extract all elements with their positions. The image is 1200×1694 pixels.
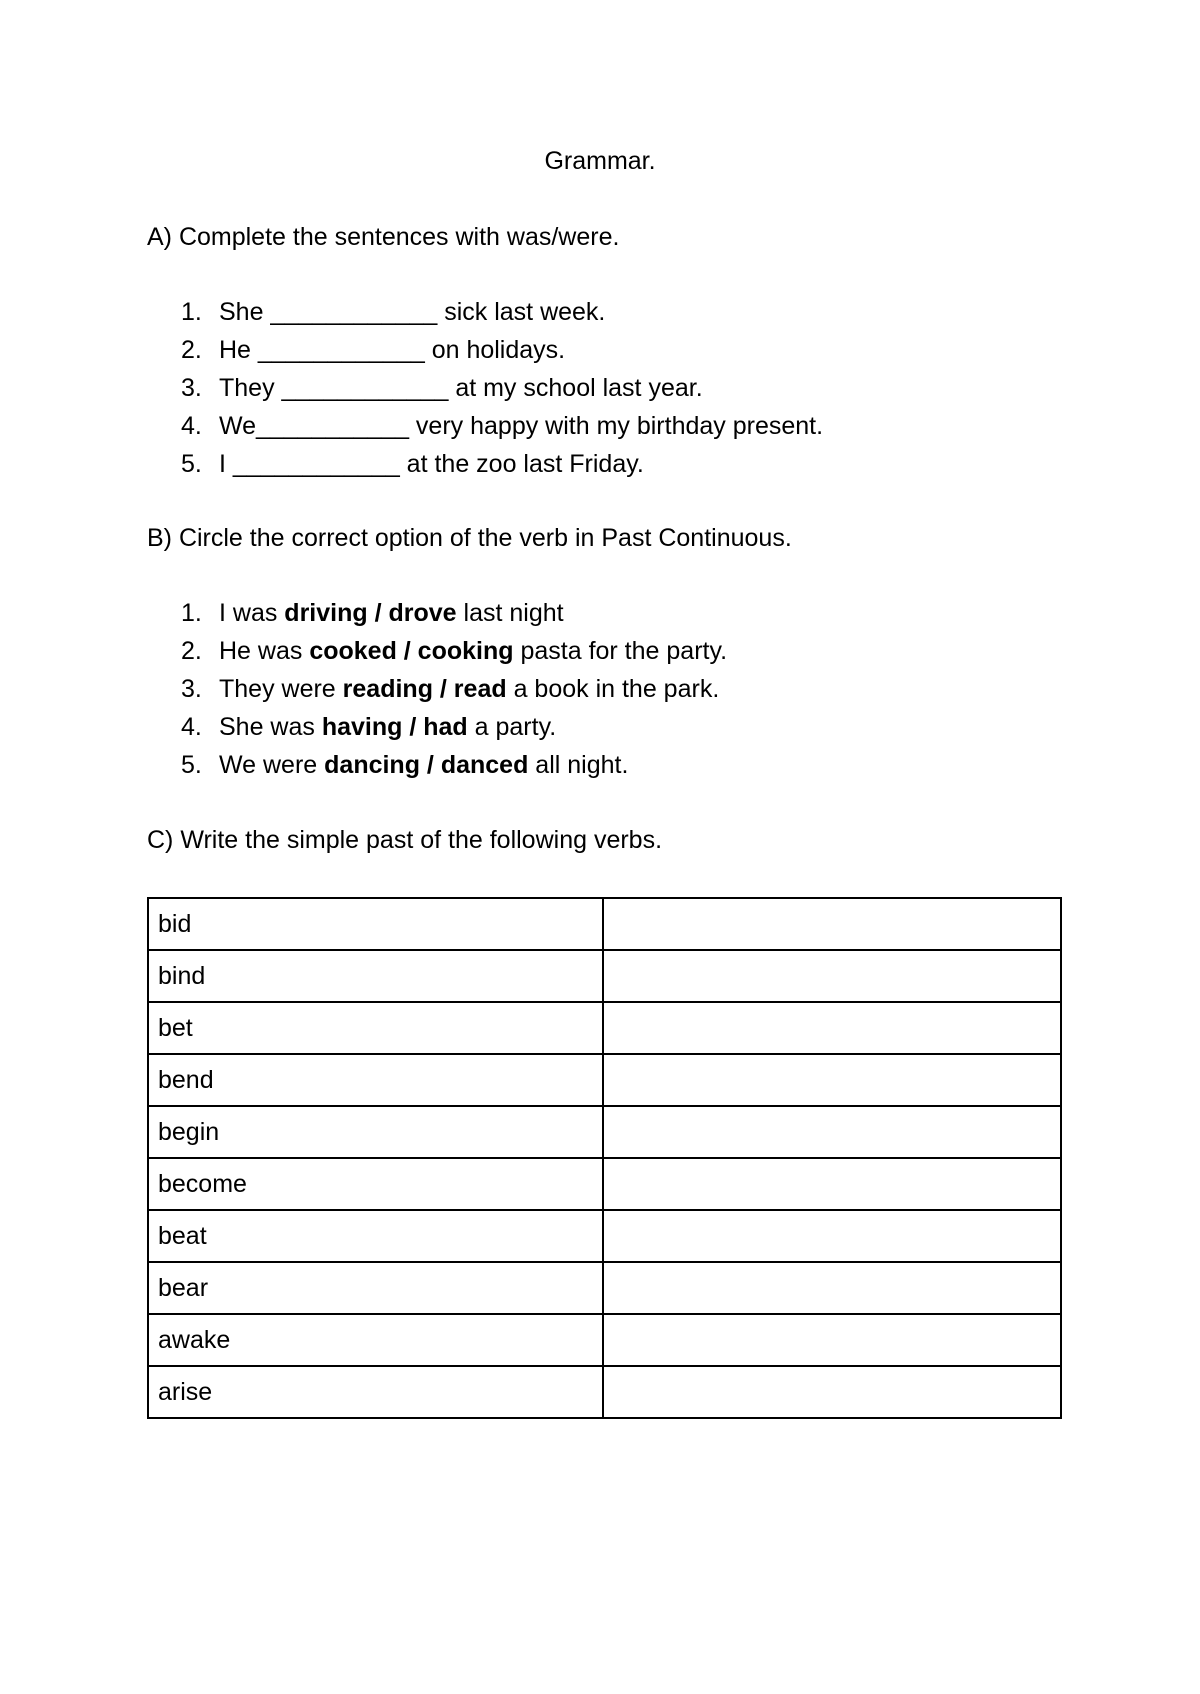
table-row (148, 1002, 1061, 1054)
table-row (148, 1158, 1061, 1210)
item-number: 2. (181, 336, 202, 364)
sentence-text: We___________ very happy with my birthday present. (219, 412, 824, 440)
answer-cell[interactable] (603, 1106, 1061, 1158)
section-c-heading: C) Write the simple past of the following verbs. (147, 826, 663, 854)
answer-cell[interactable] (603, 1314, 1061, 1366)
verb-options[interactable]: reading / read (342, 675, 507, 703)
list-item (181, 750, 727, 788)
sentence-end: all night. (528, 751, 629, 779)
item-number: 2. (181, 637, 202, 665)
answer-cell[interactable] (603, 1158, 1061, 1210)
answer-cell[interactable] (603, 1002, 1061, 1054)
sentence-start: She was (219, 713, 322, 741)
table-row (148, 1366, 1061, 1418)
sentence-end: a party. (467, 713, 557, 741)
verb-options[interactable]: cooked / cooking (309, 637, 514, 665)
item-number: 1. (181, 298, 202, 326)
verb-options[interactable]: dancing / danced (324, 751, 529, 779)
table-row (148, 898, 1061, 950)
list-item (181, 674, 727, 712)
sentence-start: I was (219, 599, 285, 627)
answer-cell[interactable] (603, 1262, 1061, 1314)
list-item (181, 373, 823, 411)
item-number: 5. (181, 450, 202, 478)
verb-cell: beat (148, 1210, 603, 1262)
verb-cell: begin (148, 1106, 603, 1158)
table-row (148, 1106, 1061, 1158)
verb-cell: become (148, 1158, 603, 1210)
list-item (181, 335, 823, 373)
sentence-end: pasta for the party. (513, 637, 728, 665)
item-number: 5. (181, 751, 202, 779)
sentence-text: He ____________ on holidays. (219, 336, 566, 364)
verb-options[interactable]: having / had (321, 713, 468, 741)
item-number: 3. (181, 675, 202, 703)
list-item (181, 598, 727, 636)
sentence-start: They were (219, 675, 343, 703)
table-row (148, 1210, 1061, 1262)
answer-cell[interactable] (603, 898, 1061, 950)
list-item (181, 297, 823, 335)
section-a-list (181, 297, 823, 487)
sentence-start: He was (219, 637, 310, 665)
table-row (148, 1262, 1061, 1314)
verb-cell: bet (148, 1002, 603, 1054)
section-b-list (181, 598, 727, 788)
answer-cell[interactable] (603, 1054, 1061, 1106)
sentence-end: last night (456, 599, 564, 627)
verb-cell: bend (148, 1054, 603, 1106)
item-number: 1. (181, 599, 202, 627)
sentence-text: I ____________ at the zoo last Friday. (219, 450, 644, 478)
sentence-end: a book in the park. (506, 675, 720, 703)
sentence-text: They ____________ at my school last year. (219, 374, 703, 402)
sentence-text: She ____________ sick last week. (219, 298, 606, 326)
table-row (148, 1054, 1061, 1106)
sentence-start: We were (219, 751, 325, 779)
verb-cell: bear (148, 1262, 603, 1314)
verb-cell: bind (148, 950, 603, 1002)
section-b-heading: B) Circle the correct option of the verb in Past Continuous. (147, 524, 792, 552)
answer-cell[interactable] (603, 950, 1061, 1002)
list-item (181, 411, 823, 449)
answer-cell[interactable] (603, 1366, 1061, 1418)
verb-options[interactable]: driving / drove (284, 599, 457, 627)
list-item (181, 449, 823, 487)
section-a-heading: A) Complete the sentences with was/were. (147, 223, 620, 251)
table-row (148, 1314, 1061, 1366)
page-title: Grammar. (544, 147, 656, 175)
list-item (181, 636, 727, 674)
item-number: 4. (181, 412, 202, 440)
item-number: 3. (181, 374, 202, 402)
item-number: 4. (181, 713, 202, 741)
verb-cell: awake (148, 1314, 603, 1366)
verb-cell: arise (148, 1366, 603, 1418)
table-row (148, 950, 1061, 1002)
verb-table (147, 897, 1062, 1419)
verb-cell: bid (148, 898, 603, 950)
list-item (181, 712, 727, 750)
answer-cell[interactable] (603, 1210, 1061, 1262)
